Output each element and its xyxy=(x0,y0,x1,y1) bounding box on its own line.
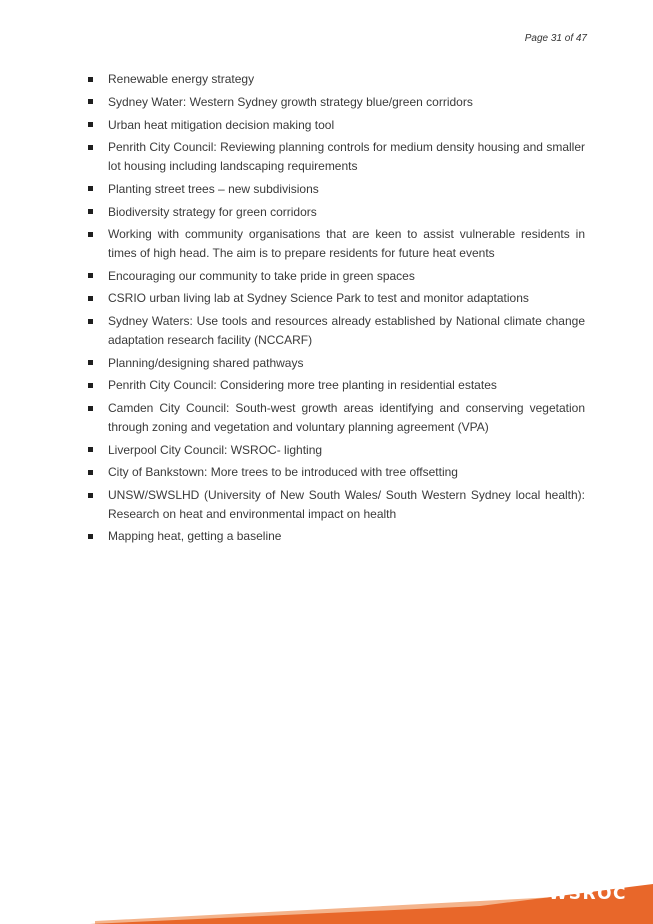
list-item xyxy=(88,441,585,460)
square-bullet-icon xyxy=(88,209,93,214)
list-item-text: Mapping heat, getting a baseline xyxy=(108,529,282,544)
square-bullet-icon xyxy=(88,122,93,127)
list-item xyxy=(88,354,585,373)
list-item xyxy=(88,116,585,135)
square-bullet-icon xyxy=(88,99,93,104)
list-item xyxy=(88,289,585,308)
footer-banner xyxy=(0,864,653,924)
list-item-text: CSRIO urban living lab at Sydney Science Park to test and monitor adaptations xyxy=(108,291,529,306)
list-item xyxy=(88,399,585,436)
list-item-text: Liverpool City Council: WSROC- lighting xyxy=(108,442,323,457)
list-item xyxy=(88,376,585,395)
list-item-text: Camden City Council: South-west growth areas identifying and conserving vegetation through zoning and vegetation and voluntary planning agreement (VPA) xyxy=(108,401,585,434)
list-item-text: City of Bankstown: More trees to be introduced with tree offsetting xyxy=(108,465,458,480)
list-item xyxy=(88,527,585,546)
square-bullet-icon xyxy=(88,232,93,237)
square-bullet-icon xyxy=(88,77,93,82)
list-item xyxy=(88,486,585,523)
list-item-text: Sydney Waters: Use tools and resources already established by National climate change adaptation research facility (NCCARF) xyxy=(108,314,585,347)
list-item-text: Penrith City Council: Reviewing planning controls for medium density housing and smaller lot housing including landscaping requirements xyxy=(108,140,585,173)
list-item xyxy=(88,93,585,112)
list-item-text: Planning/designing shared pathways xyxy=(108,355,304,370)
square-bullet-icon xyxy=(88,493,93,498)
list-item-text: Penrith City Council: Considering more tree planting in residential estates xyxy=(108,378,497,393)
list-item-text: Encouraging our community to take pride in green spaces xyxy=(108,268,415,283)
square-bullet-icon xyxy=(88,470,93,475)
list-item-text: Renewable energy strategy xyxy=(108,72,255,86)
bullet-list xyxy=(88,70,585,550)
square-bullet-icon xyxy=(88,360,93,365)
list-item xyxy=(88,225,585,262)
list-item xyxy=(88,312,585,349)
square-bullet-icon xyxy=(88,296,93,301)
square-bullet-icon xyxy=(88,145,93,150)
list-item xyxy=(88,203,585,222)
list-item-text: Biodiversity strategy for green corridors xyxy=(108,204,317,219)
list-item-text: UNSW/SWSLHD (University of New South Wales/ South Western Sydney local health): Research on heat and environmental impact on health xyxy=(108,488,585,521)
square-bullet-icon xyxy=(88,447,93,452)
list-item xyxy=(88,70,585,89)
square-bullet-icon xyxy=(88,534,93,539)
page-number: Page 31 of 47 xyxy=(524,33,587,44)
square-bullet-icon xyxy=(88,319,93,324)
square-bullet-icon xyxy=(88,406,93,411)
square-bullet-icon xyxy=(88,186,93,191)
list-item-text: Sydney Water: Western Sydney growth strategy blue/green corridors xyxy=(108,94,473,109)
list-item-text: Planting street trees – new subdivisions xyxy=(108,181,319,196)
square-bullet-icon xyxy=(88,273,93,278)
square-bullet-icon xyxy=(88,383,93,388)
list-item xyxy=(88,463,585,482)
list-item xyxy=(88,267,585,286)
list-item-text: Urban heat mitigation decision making tool xyxy=(108,117,335,132)
list-item xyxy=(88,138,585,175)
wsroc-logo: WSROC xyxy=(548,884,627,904)
list-item xyxy=(88,180,585,199)
list-item-text: Working with community organisations that are keen to assist vulnerable residents in times of high head. The aim is to prepare residents for future heat events xyxy=(108,227,585,260)
